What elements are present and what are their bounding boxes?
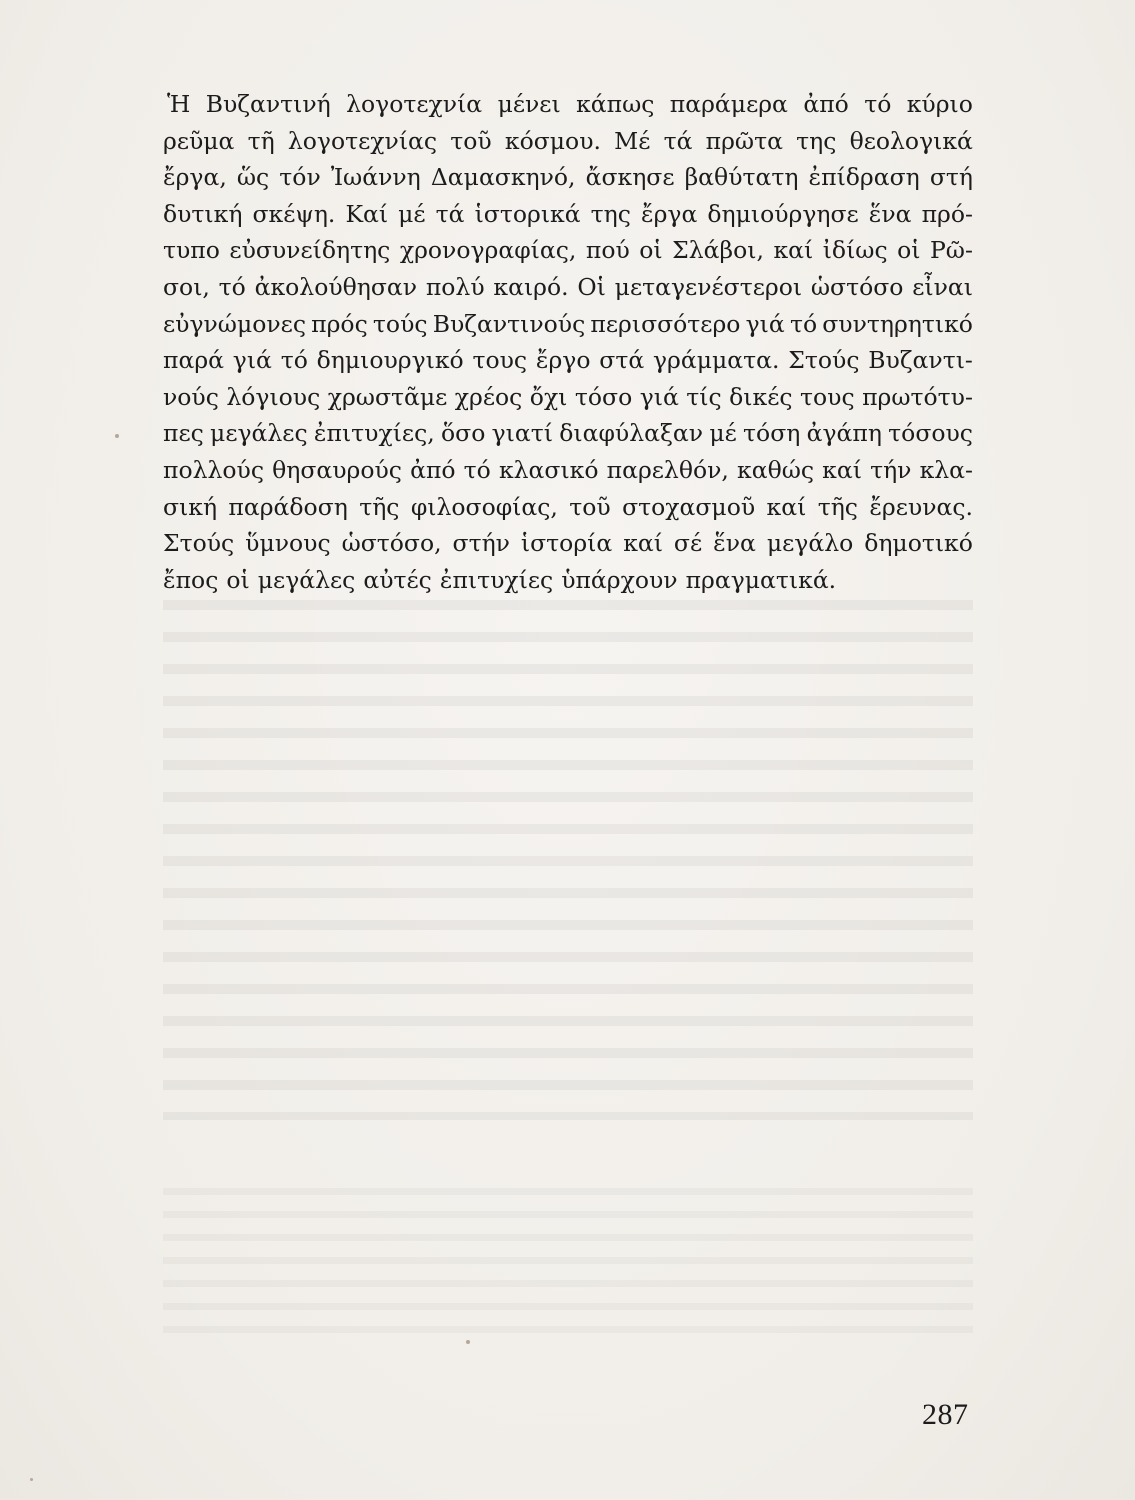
word: στά	[599, 346, 645, 375]
text-line	[163, 562, 973, 599]
word: ἐπιτυχίες,	[313, 419, 435, 448]
word: της	[590, 199, 631, 228]
word: Μέ	[614, 126, 651, 155]
word: μεταγενέστεροι	[614, 272, 803, 301]
word: τήν	[870, 455, 912, 484]
word: ἀκολούθησαν	[254, 272, 418, 301]
word: οἱ	[639, 236, 663, 265]
text-line	[163, 525, 973, 562]
word: λογοτεχνίας	[287, 126, 438, 155]
text-line	[163, 415, 973, 452]
text-line	[163, 379, 973, 416]
word: εὐσυνείδητης	[229, 236, 391, 265]
word: δυτική	[163, 199, 243, 228]
word: τοῦ	[450, 126, 492, 155]
word: πού	[585, 236, 630, 265]
word: κλα-	[919, 455, 973, 484]
word: Βυζαντι-	[868, 346, 973, 375]
word: τά	[435, 199, 465, 228]
word: τους	[472, 346, 528, 375]
word: κόσμου.	[504, 126, 601, 155]
word: πολλούς	[163, 455, 264, 484]
word: Ἰωάννη	[330, 163, 421, 192]
word: τό	[864, 90, 892, 118]
word: λόγιους	[226, 382, 321, 411]
word: Βυζαντινή	[205, 90, 331, 118]
word: ἔρευνας.	[869, 492, 973, 521]
word: παρά	[163, 346, 224, 375]
word: χρέος	[454, 382, 523, 411]
word: τόσο	[574, 382, 633, 411]
word: τίς	[686, 382, 722, 411]
word: συντηρητικό	[822, 309, 973, 338]
word: γιά	[745, 309, 785, 338]
word: ὡστόσο,	[341, 529, 442, 558]
word: δημοτικό	[864, 529, 973, 558]
text-line	[163, 196, 973, 233]
word: ὥς	[236, 163, 270, 192]
word: ἐπιτυχίες	[439, 565, 554, 594]
word: εἶναι	[912, 272, 973, 301]
word: καί	[773, 236, 814, 265]
word: μέ	[398, 199, 426, 228]
word: παρελθόν,	[606, 455, 729, 484]
paper-speck	[115, 434, 119, 438]
word: καί	[623, 529, 663, 558]
word: ἔργα,	[163, 163, 227, 192]
text-line	[163, 489, 973, 526]
text-line	[163, 269, 973, 306]
word: καιρό.	[493, 272, 569, 301]
word: ἕνα	[868, 199, 912, 228]
word: ἕνα	[713, 529, 756, 558]
word: θεολογικά	[849, 126, 973, 155]
word: τυπο	[163, 236, 220, 265]
word: καί	[822, 455, 862, 484]
word: Βυζαντινούς	[432, 309, 586, 338]
word: ἐπίδραση	[808, 163, 920, 192]
word: πρό-	[921, 199, 973, 228]
paper-speck	[30, 1478, 33, 1481]
word: οἱ	[897, 236, 921, 265]
word: τῆς	[817, 492, 858, 521]
word: Στούς	[163, 529, 235, 558]
word: κλασικό	[498, 455, 599, 484]
word: θησαυρούς	[272, 455, 402, 484]
word: Οἱ	[577, 272, 606, 301]
word: στοχασμοῦ	[622, 492, 756, 521]
word: φιλοσοφίας,	[410, 492, 558, 521]
word: της	[796, 126, 837, 155]
word: οἱ	[226, 565, 250, 594]
word: γιατί	[491, 419, 553, 448]
word: πρωτότυ-	[862, 382, 973, 411]
word: ἀπό	[803, 90, 849, 118]
text-line	[163, 86, 973, 123]
text-line	[163, 232, 973, 269]
word: κάπως	[576, 90, 655, 118]
word: μεγάλο	[766, 529, 854, 558]
text-line	[163, 159, 973, 196]
word: ἀγάπη	[806, 419, 882, 448]
word: Ρῶ-	[930, 236, 973, 265]
word: γράμματα.	[652, 346, 780, 375]
word: διαφύλαξαν	[559, 419, 704, 448]
word: μεγάλες	[257, 565, 356, 594]
word: χρωστᾶμε	[327, 382, 448, 411]
word: καθώς	[737, 455, 815, 484]
text-line	[163, 452, 973, 489]
word: ἰδίως	[822, 236, 888, 265]
word: ἔργα	[640, 199, 698, 228]
word: Ἡ	[167, 90, 191, 118]
word: τους	[800, 382, 855, 411]
word: παράδοση	[228, 492, 348, 521]
word: στή	[929, 163, 973, 192]
word: κύριο	[906, 90, 973, 118]
word: τό	[789, 309, 818, 338]
word: σέ	[673, 529, 703, 558]
word: τό	[218, 272, 246, 301]
word: τοῦ	[569, 492, 611, 521]
word: πρός	[311, 309, 368, 338]
word: βαθύτατη	[684, 163, 799, 192]
bleed-through-text	[163, 600, 973, 1120]
word: ἱστορικά	[474, 199, 581, 228]
word: ἔργο	[535, 346, 591, 375]
word: τῆς	[359, 492, 400, 521]
word: λογοτεχνία	[346, 90, 483, 118]
word: δικές	[729, 382, 793, 411]
word: τόση	[743, 419, 801, 448]
text-line	[163, 342, 973, 379]
word: μένει	[497, 90, 561, 118]
word: πολύ	[425, 272, 485, 301]
word: ἀπό	[410, 455, 456, 484]
word: ἔπος	[163, 565, 219, 594]
word: τόσους	[888, 419, 973, 448]
word: σική	[163, 492, 218, 521]
word: ὄχι	[529, 382, 568, 411]
word: χρονογραφίας,	[399, 236, 577, 265]
word: σοι,	[163, 272, 210, 301]
word: γιά	[639, 382, 679, 411]
word: ρεῦμα	[163, 126, 235, 155]
word: γιά	[232, 346, 272, 375]
word: νούς	[163, 382, 219, 411]
word: σκέψη.	[252, 199, 336, 228]
word: πες	[163, 419, 204, 448]
word: παράμερα	[669, 90, 788, 118]
word: πρῶτα	[705, 126, 783, 155]
word: καί	[766, 492, 807, 521]
word: ἄσκησε	[585, 163, 675, 192]
word: τῆ	[247, 126, 275, 155]
word: στήν	[452, 529, 510, 558]
word: ὑπάρχουν	[561, 565, 678, 594]
page-number: 287	[922, 1398, 969, 1431]
word: τό	[280, 346, 308, 375]
word: μεγάλες	[210, 419, 308, 448]
word: Καί	[345, 199, 389, 228]
text-line	[163, 123, 973, 160]
paper-speck	[466, 1340, 470, 1344]
word: ὡστόσο	[810, 272, 904, 301]
bleed-through-footnotes	[163, 1188, 973, 1338]
word: μέ	[709, 419, 737, 448]
word: εὐγνώμονες	[163, 309, 306, 338]
word: τόν	[279, 163, 321, 192]
word: τούς	[372, 309, 428, 338]
word: Σλάβοι,	[672, 236, 764, 265]
word: Δαμασκηνό,	[430, 163, 576, 192]
word: ἱστορία	[520, 529, 613, 558]
word: δημιούργησε	[707, 199, 859, 228]
word: περισσότερο	[590, 309, 741, 338]
body-paragraph	[163, 86, 973, 598]
word: τό	[463, 455, 491, 484]
word: τά	[663, 126, 693, 155]
word: δημιουργικό	[316, 346, 464, 375]
word: ὕμνους	[245, 529, 331, 558]
word: Στούς	[788, 346, 860, 375]
word: πραγματικά.	[685, 565, 837, 594]
word: αὐτές	[363, 565, 432, 594]
word: ὅσο	[441, 419, 486, 448]
text-line	[163, 306, 973, 343]
